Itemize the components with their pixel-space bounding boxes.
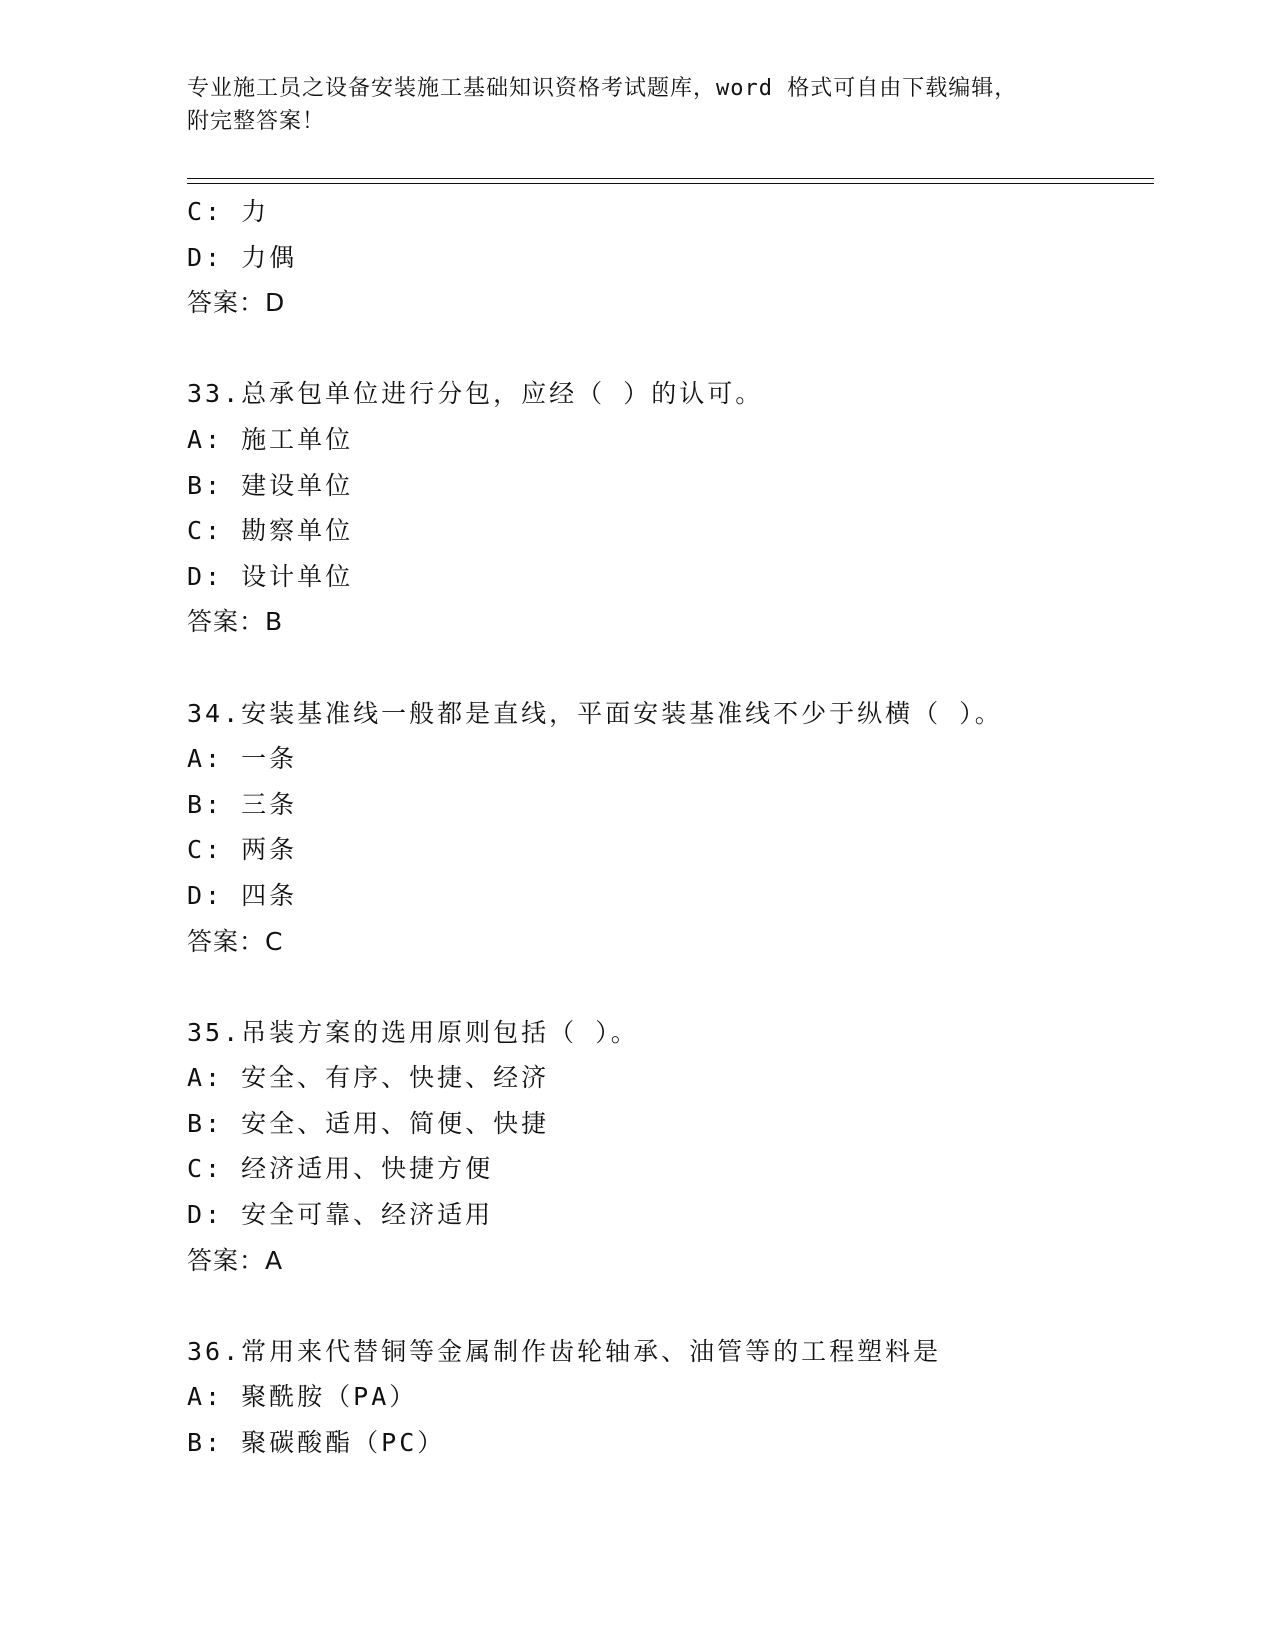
- header-divider-bottom: [187, 183, 1154, 184]
- option-a: A: 安全、有序、快捷、经济: [187, 1063, 550, 1093]
- option-b: B: 三条: [187, 789, 298, 819]
- answer: 答案：C: [187, 926, 284, 956]
- document-header: [187, 72, 1087, 138]
- question-partial: [187, 189, 1147, 326]
- question-stem: 33.总承包单位进行分包，应经（ ）的认可。: [187, 379, 764, 409]
- option-d: D: 安全可靠、经济适用: [187, 1200, 494, 1230]
- answer: 答案：D: [187, 288, 286, 318]
- option-b: B: 安全、适用、简便、快捷: [187, 1108, 550, 1138]
- option-c: C: 力: [187, 197, 270, 226]
- option-a: A: 聚酰胺（PA）: [187, 1382, 418, 1412]
- option-c: C: 经济适用、快捷方便: [187, 1154, 494, 1184]
- question-list: [187, 189, 1147, 1466]
- option-b: B: 建设单位: [187, 470, 354, 500]
- answer: 答案：B: [187, 607, 284, 637]
- header-line-2: 附完整答案！: [187, 109, 326, 134]
- option-c: C: 勘察单位: [187, 516, 354, 546]
- option-a: A: 施工单位: [187, 424, 354, 454]
- question-stem: 36.常用来代替铜等金属制作齿轮轴承、油管等的工程塑料是: [187, 1336, 942, 1366]
- answer: 答案：A: [187, 1245, 284, 1275]
- option-a: A: 一条: [187, 744, 298, 774]
- question-35: [187, 1010, 1147, 1284]
- question-stem: 35.吊装方案的选用原则包括（ ）。: [187, 1017, 639, 1047]
- option-d: D: 力偶: [187, 242, 298, 272]
- question-33: [187, 371, 1147, 645]
- option-c: C: 两条: [187, 835, 298, 865]
- question-36: [187, 1329, 1147, 1466]
- header-divider-top: [187, 178, 1154, 179]
- question-stem: 34.安装基准线一般都是直线，平面安装基准线不少于纵横（ ）。: [187, 698, 1003, 728]
- option-d: D: 设计单位: [187, 561, 354, 591]
- option-d: D: 四条: [187, 880, 298, 910]
- question-34: [187, 691, 1147, 965]
- option-b: B: 聚碳酸酯（PC）: [187, 1428, 446, 1458]
- header-line-1: 专业施工员之设备安装施工基础知识资格考试题库，word 格式可自由下载编辑，: [187, 76, 1018, 101]
